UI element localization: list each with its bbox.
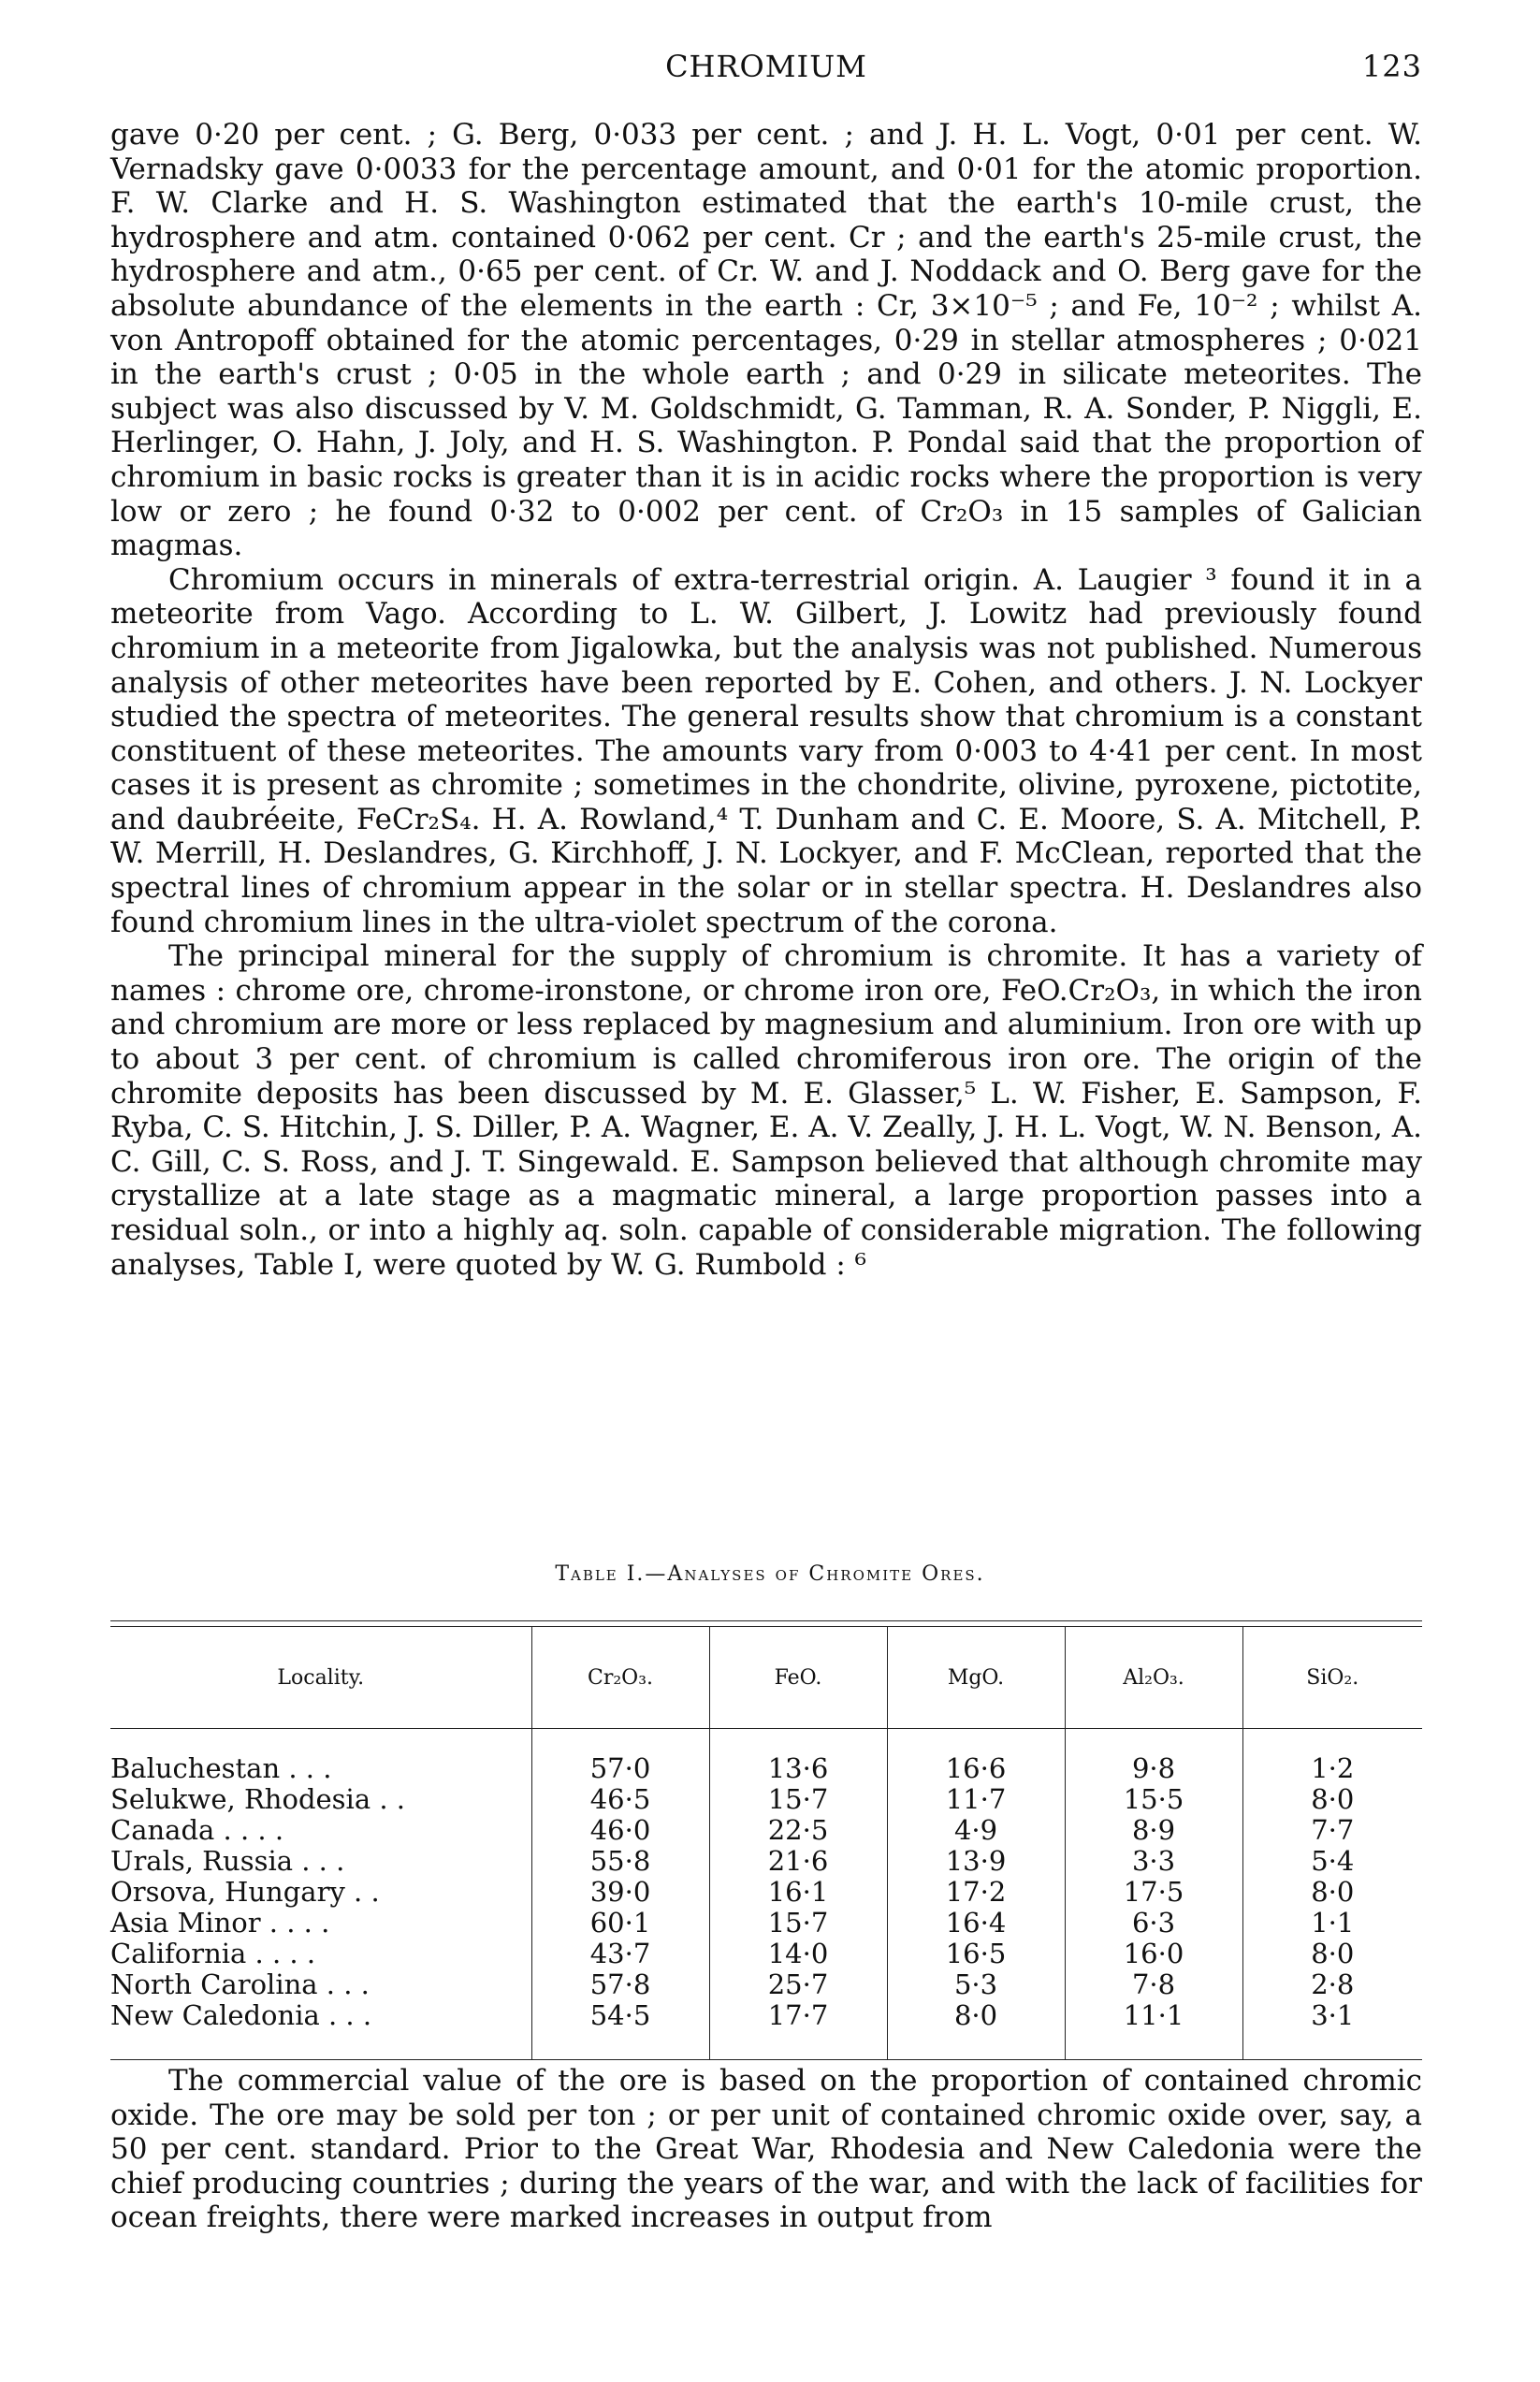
cell-value: 15·5 [1065, 1784, 1242, 1815]
cell-value: 8·0 [1242, 1784, 1422, 1815]
cell-value: 57·0 [531, 1729, 709, 1785]
table-row [110, 1969, 1422, 2000]
cell-value: 16·4 [887, 1908, 1065, 1939]
cell-value: 55·8 [531, 1846, 709, 1877]
cell-value: 3·1 [1242, 2000, 1422, 2059]
cell-locality: New Caledonia . . . [110, 1999, 372, 2031]
col-header-locality: Locality. [110, 1627, 531, 1729]
cell-value: 6·3 [1065, 1908, 1242, 1939]
table-row [110, 1877, 1422, 1908]
cell-value: 3·3 [1065, 1846, 1242, 1877]
cell-locality: North Carolina . . . [110, 1968, 370, 2000]
cell-value: 5·3 [887, 1969, 1065, 2000]
paragraph-4: The commercial value of the ore is based on the proportion of contained chromic oxide. The ore may be sold per ton ; or per unit of contained chromic oxide over, say, a 50 per cent. standard. Prior to the Great War, Rhodesia and New Caledonia were the chief producing countries ; during the years of the war, and with the lack of facilities for ocean freights, there were marked increases in output from [110, 2064, 1422, 2235]
cell-value: 54·5 [531, 2000, 709, 2059]
table-top-rule [110, 1620, 1422, 1627]
paragraph-1: gave 0·20 per cent. ; G. Berg, 0·033 per cent. ; and J. H. L. Vogt, 0·01 per cent. W. Vernadsky gave 0·0033 for the percentage amount, and 0·01 for the atomic proportion. F. W. Clarke and H. S. Washington estimated that the earth's 10-mile crust, the hydrosphere and atm. contained 0·062 per cent. Cr ; and the earth's 25-mile crust, the hydrosphere and atm., 0·65 per cent. of Cr. W. and J. Noddack and O. Berg gave for the absolute abundance of the elements in the earth : Cr, 3×10⁻⁵ ; and Fe, 10⁻² ; whilst A. von Antropoff obtained for the atomic percentages, 0·29 in stellar atmospheres ; 0·021 in the earth's crust ; 0·05 in the whole earth ; and 0·29 in silicate meteorites. The subject was also discussed by V. M. Goldschmidt, G. Tamman, R. A. Sonder, P. Niggli, E. Herlinger, O. Hahn, J. Joly, and H. S. Washington. P. Pondal said that the proportion of chromium in basic rocks is greater than it is in acidic rocks where the proportion is very low or zero ; he found 0·32 to 0·002 per cent. of Cr₂O₃ in 15 samples of Galician magmas. [110, 118, 1422, 563]
cell-value: 13·9 [887, 1846, 1065, 1877]
cell-value: 5·4 [1242, 1846, 1422, 1877]
cell-value: 16·1 [709, 1877, 887, 1908]
table-row [110, 1815, 1422, 1846]
table-bottom-rule [110, 2059, 1422, 2060]
cell-value: 16·5 [887, 1939, 1065, 1969]
cell-locality: Selukwe, Rhodesia . . [110, 1783, 405, 1815]
cell-locality: Baluchestan . . . [110, 1752, 332, 1784]
analysis-table [110, 1620, 1422, 2060]
cell-locality: California . . . . [110, 1938, 316, 1969]
col-header-sio2: SiO₂. [1242, 1627, 1422, 1729]
cell-value: 11·7 [887, 1784, 1065, 1815]
page-title: CHROMIUM [665, 49, 867, 84]
cell-value: 39·0 [531, 1877, 709, 1908]
cell-value: 22·5 [709, 1815, 887, 1846]
cell-locality: Asia Minor . . . . [110, 1907, 330, 1939]
table-row [110, 1729, 1422, 1785]
cell-value: 11·1 [1065, 2000, 1242, 2059]
cell-locality: Orsova, Hungary . . [110, 1876, 380, 1908]
cell-value: 17·7 [709, 2000, 887, 2059]
paragraph-3: The principal mineral for the supply of chromium is chromite. It has a variety of names : chrome ore, chrome-ironstone, or chrome iron ore, FeO.Cr₂O₃, in which the iron and chromium are more or less replaced by magnesium and aluminium. Iron ore with up to about 3 per cent. of chromium is called chromiferous iron ore. The origin of the chromite deposits has been discussed by M. E. Glasser,⁵ L. W. Fisher, E. Sampson, F. Ryba, C. S. Hitchin, J. S. Diller, P. A. Wagner, E. A. V. Zeally, J. H. L. Vogt, W. N. Benson, A. C. Gill, C. S. Ross, and J. T. Singewald. E. Sampson believed that although chromite may crystallize at a late stage as a magmatic mineral, a large proportion passes into a residual soln., or into a highly aq. soln. capable of considerable migration. The following analyses, Table I, were quoted by W. G. Rumbold : ⁶ [110, 939, 1422, 1282]
cell-value: 4·9 [887, 1815, 1065, 1846]
cell-value: 15·7 [709, 1784, 887, 1815]
cell-value: 57·8 [531, 1969, 709, 2000]
body-text [110, 118, 1422, 1282]
cell-value: 43·7 [531, 1939, 709, 1969]
cell-value: 9·8 [1065, 1729, 1242, 1785]
cell-value: 16·6 [887, 1729, 1065, 1785]
cell-locality: Urals, Russia . . . [110, 1845, 345, 1877]
cell-value: 46·0 [531, 1815, 709, 1846]
table-row [110, 1784, 1422, 1815]
cell-value: 16·0 [1065, 1939, 1242, 1969]
table-row [110, 1939, 1422, 1969]
cell-value: 46·5 [531, 1784, 709, 1815]
table-row [110, 1908, 1422, 1939]
closing-text [110, 2064, 1422, 2235]
cell-value: 14·0 [709, 1939, 887, 1969]
cell-value: 8·9 [1065, 1815, 1242, 1846]
table-row [110, 2000, 1422, 2059]
cell-value: 21·6 [709, 1846, 887, 1877]
table-header-row [110, 1627, 1422, 1729]
cell-value: 8·0 [887, 2000, 1065, 2059]
cell-value: 7·7 [1242, 1815, 1422, 1846]
cell-value: 17·2 [887, 1877, 1065, 1908]
cell-value: 15·7 [709, 1908, 887, 1939]
col-header-mgo: MgO. [887, 1627, 1065, 1729]
col-header-cr2o3: Cr₂O₃. [531, 1627, 709, 1729]
table-caption: Table I.—Analyses of Chromite Ores. [555, 1562, 985, 1586]
page-number: 123 [1361, 49, 1422, 84]
cell-value: 60·1 [531, 1908, 709, 1939]
cell-value: 17·5 [1065, 1877, 1242, 1908]
cell-value: 1·2 [1242, 1729, 1422, 1785]
table-row [110, 1846, 1422, 1877]
col-header-feo: FeO. [709, 1627, 887, 1729]
col-header-al2o3: Al₂O₃. [1065, 1627, 1242, 1729]
cell-value: 2·8 [1242, 1969, 1422, 2000]
cell-value: 1·1 [1242, 1908, 1422, 1939]
paragraph-2: Chromium occurs in minerals of extra-terrestrial origin. A. Laugier ³ found it in a meteorite from Vago. According to L. W. Gilbert, J. Lowitz had previously found chromium in a meteorite from Jigalowka, but the analysis was not published. Numerous analysis of other meteorites have been reported by E. Cohen, and others. J. N. Lockyer studied the spectra of meteorites. The general results show that chromium is a constant constituent of these meteorites. The amounts vary from 0·003 to 4·41 per cent. In most cases it is present as chromite ; sometimes in the chondrite, olivine, pyroxene, pictotite, and daubréeite, FeCr₂S₄. H. A. Rowland,⁴ T. Dunham and C. E. Moore, S. A. Mitchell, P. W. Merrill, H. Deslandres, G. Kirchhoff, J. N. Lockyer, and F. McClean, reported that the spectral lines of chromium appear in the solar or in stellar spectra. H. Deslandres also found chromium lines in the ultra-violet spectrum of the corona. [110, 562, 1422, 939]
running-header [110, 49, 1422, 94]
cell-value: 8·0 [1242, 1939, 1422, 1969]
cell-locality: Canada . . . . [110, 1814, 284, 1846]
cell-value: 13·6 [709, 1729, 887, 1785]
cell-value: 7·8 [1065, 1969, 1242, 2000]
cell-value: 8·0 [1242, 1877, 1422, 1908]
cell-value: 25·7 [709, 1969, 887, 2000]
